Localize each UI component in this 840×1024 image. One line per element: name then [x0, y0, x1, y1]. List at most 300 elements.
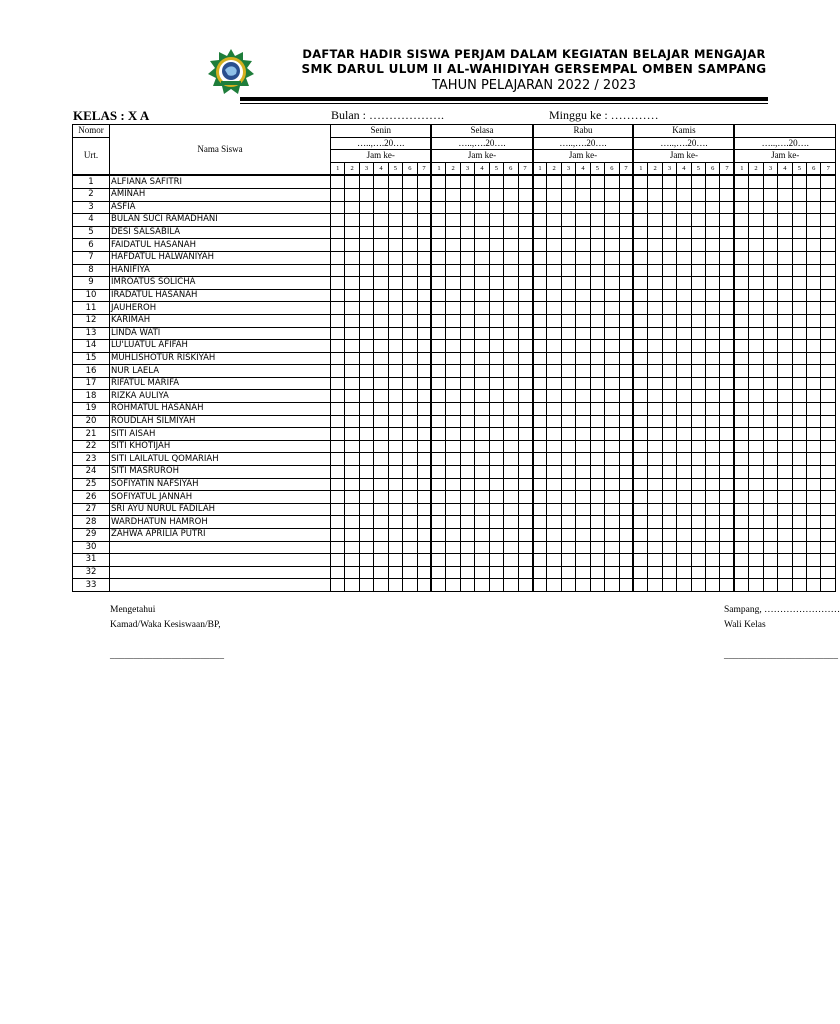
attendance-cell[interactable]: [547, 390, 561, 403]
attendance-cell[interactable]: [388, 390, 402, 403]
attendance-cell[interactable]: [533, 390, 547, 403]
attendance-cell[interactable]: [374, 428, 388, 441]
attendance-cell[interactable]: [706, 251, 720, 264]
attendance-cell[interactable]: [547, 529, 561, 542]
attendance-cell[interactable]: [475, 377, 489, 390]
attendance-cell[interactable]: [677, 428, 691, 441]
attendance-cell[interactable]: [431, 289, 445, 302]
attendance-cell[interactable]: [431, 466, 445, 479]
attendance-cell[interactable]: [590, 529, 604, 542]
attendance-cell[interactable]: [706, 453, 720, 466]
attendance-cell[interactable]: [547, 277, 561, 290]
attendance-cell[interactable]: [648, 453, 662, 466]
attendance-cell[interactable]: [778, 579, 792, 592]
attendance-cell[interactable]: [345, 201, 359, 214]
attendance-cell[interactable]: [533, 440, 547, 453]
attendance-cell[interactable]: [605, 365, 619, 378]
attendance-cell[interactable]: [763, 289, 777, 302]
attendance-cell[interactable]: [561, 264, 575, 277]
attendance-cell[interactable]: [359, 491, 373, 504]
attendance-cell[interactable]: [821, 226, 836, 239]
attendance-cell[interactable]: [561, 352, 575, 365]
attendance-cell[interactable]: [403, 491, 417, 504]
attendance-cell[interactable]: [691, 214, 705, 227]
attendance-cell[interactable]: [590, 491, 604, 504]
attendance-cell[interactable]: [792, 503, 806, 516]
attendance-cell[interactable]: [489, 390, 503, 403]
attendance-cell[interactable]: [504, 390, 518, 403]
attendance-cell[interactable]: [518, 579, 532, 592]
attendance-cell[interactable]: [706, 264, 720, 277]
attendance-cell[interactable]: [734, 390, 748, 403]
attendance-cell[interactable]: [504, 566, 518, 579]
attendance-cell[interactable]: [778, 289, 792, 302]
attendance-cell[interactable]: [720, 264, 734, 277]
attendance-cell[interactable]: [821, 579, 836, 592]
attendance-cell[interactable]: [489, 478, 503, 491]
attendance-cell[interactable]: [403, 478, 417, 491]
attendance-cell[interactable]: [590, 566, 604, 579]
attendance-cell[interactable]: [677, 365, 691, 378]
attendance-cell[interactable]: [446, 251, 460, 264]
attendance-cell[interactable]: [475, 264, 489, 277]
attendance-cell[interactable]: [446, 314, 460, 327]
attendance-cell[interactable]: [446, 277, 460, 290]
attendance-cell[interactable]: [763, 226, 777, 239]
attendance-cell[interactable]: [547, 491, 561, 504]
attendance-cell[interactable]: [619, 440, 633, 453]
attendance-cell[interactable]: [648, 340, 662, 353]
attendance-cell[interactable]: [446, 428, 460, 441]
attendance-cell[interactable]: [648, 188, 662, 201]
attendance-cell[interactable]: [561, 289, 575, 302]
attendance-cell[interactable]: [460, 239, 474, 252]
attendance-cell[interactable]: [460, 554, 474, 567]
attendance-cell[interactable]: [417, 478, 431, 491]
attendance-cell[interactable]: [821, 214, 836, 227]
attendance-cell[interactable]: [533, 352, 547, 365]
attendance-cell[interactable]: [792, 478, 806, 491]
attendance-cell[interactable]: [633, 289, 647, 302]
attendance-cell[interactable]: [648, 264, 662, 277]
attendance-cell[interactable]: [374, 478, 388, 491]
attendance-cell[interactable]: [403, 188, 417, 201]
attendance-cell[interactable]: [763, 214, 777, 227]
attendance-cell[interactable]: [561, 277, 575, 290]
attendance-cell[interactable]: [359, 365, 373, 378]
attendance-cell[interactable]: [749, 503, 763, 516]
attendance-cell[interactable]: [460, 251, 474, 264]
attendance-cell[interactable]: [331, 201, 345, 214]
attendance-cell[interactable]: [749, 390, 763, 403]
attendance-cell[interactable]: [677, 251, 691, 264]
attendance-cell[interactable]: [778, 226, 792, 239]
attendance-cell[interactable]: [475, 453, 489, 466]
attendance-cell[interactable]: [359, 239, 373, 252]
attendance-cell[interactable]: [345, 175, 359, 188]
attendance-cell[interactable]: [460, 453, 474, 466]
attendance-cell[interactable]: [518, 466, 532, 479]
attendance-cell[interactable]: [345, 440, 359, 453]
attendance-cell[interactable]: [619, 264, 633, 277]
attendance-cell[interactable]: [359, 327, 373, 340]
attendance-cell[interactable]: [460, 314, 474, 327]
attendance-cell[interactable]: [417, 289, 431, 302]
attendance-cell[interactable]: [691, 466, 705, 479]
attendance-cell[interactable]: [691, 566, 705, 579]
attendance-cell[interactable]: [533, 566, 547, 579]
attendance-cell[interactable]: [677, 579, 691, 592]
attendance-cell[interactable]: [648, 579, 662, 592]
attendance-cell[interactable]: [734, 201, 748, 214]
attendance-cell[interactable]: [504, 466, 518, 479]
attendance-cell[interactable]: [590, 516, 604, 529]
attendance-cell[interactable]: [460, 340, 474, 353]
attendance-cell[interactable]: [821, 264, 836, 277]
attendance-cell[interactable]: [345, 226, 359, 239]
attendance-cell[interactable]: [677, 226, 691, 239]
attendance-cell[interactable]: [734, 516, 748, 529]
attendance-cell[interactable]: [431, 201, 445, 214]
attendance-cell[interactable]: [734, 440, 748, 453]
attendance-cell[interactable]: [359, 226, 373, 239]
attendance-cell[interactable]: [590, 214, 604, 227]
attendance-cell[interactable]: [547, 478, 561, 491]
attendance-cell[interactable]: [489, 365, 503, 378]
attendance-cell[interactable]: [359, 440, 373, 453]
attendance-cell[interactable]: [576, 440, 590, 453]
attendance-cell[interactable]: [475, 566, 489, 579]
attendance-cell[interactable]: [691, 239, 705, 252]
attendance-cell[interactable]: [489, 529, 503, 542]
attendance-cell[interactable]: [807, 239, 821, 252]
attendance-cell[interactable]: [345, 403, 359, 416]
attendance-cell[interactable]: [417, 503, 431, 516]
attendance-cell[interactable]: [633, 478, 647, 491]
attendance-cell[interactable]: [720, 226, 734, 239]
attendance-cell[interactable]: [533, 251, 547, 264]
attendance-cell[interactable]: [359, 403, 373, 416]
attendance-cell[interactable]: [460, 214, 474, 227]
attendance-cell[interactable]: [403, 541, 417, 554]
attendance-cell[interactable]: [792, 415, 806, 428]
attendance-cell[interactable]: [691, 415, 705, 428]
attendance-cell[interactable]: [460, 478, 474, 491]
attendance-cell[interactable]: [561, 403, 575, 416]
attendance-cell[interactable]: [619, 277, 633, 290]
attendance-cell[interactable]: [576, 377, 590, 390]
attendance-cell[interactable]: [763, 554, 777, 567]
attendance-cell[interactable]: [734, 214, 748, 227]
attendance-cell[interactable]: [734, 352, 748, 365]
attendance-cell[interactable]: [475, 352, 489, 365]
attendance-cell[interactable]: [633, 541, 647, 554]
attendance-cell[interactable]: [533, 214, 547, 227]
attendance-cell[interactable]: [662, 175, 676, 188]
attendance-cell[interactable]: [547, 302, 561, 315]
attendance-cell[interactable]: [547, 226, 561, 239]
attendance-cell[interactable]: [388, 188, 402, 201]
attendance-cell[interactable]: [691, 226, 705, 239]
attendance-cell[interactable]: [749, 453, 763, 466]
attendance-cell[interactable]: [374, 453, 388, 466]
attendance-cell[interactable]: [706, 201, 720, 214]
attendance-cell[interactable]: [590, 503, 604, 516]
attendance-cell[interactable]: [792, 428, 806, 441]
attendance-cell[interactable]: [662, 352, 676, 365]
attendance-cell[interactable]: [749, 314, 763, 327]
attendance-cell[interactable]: [821, 478, 836, 491]
attendance-cell[interactable]: [504, 302, 518, 315]
attendance-cell[interactable]: [763, 566, 777, 579]
attendance-cell[interactable]: [345, 529, 359, 542]
attendance-cell[interactable]: [374, 352, 388, 365]
attendance-cell[interactable]: [388, 516, 402, 529]
attendance-cell[interactable]: [518, 201, 532, 214]
attendance-cell[interactable]: [533, 264, 547, 277]
attendance-cell[interactable]: [778, 415, 792, 428]
attendance-cell[interactable]: [475, 466, 489, 479]
attendance-cell[interactable]: [691, 327, 705, 340]
attendance-cell[interactable]: [691, 201, 705, 214]
attendance-cell[interactable]: [619, 491, 633, 504]
attendance-cell[interactable]: [446, 264, 460, 277]
attendance-cell[interactable]: [475, 390, 489, 403]
attendance-cell[interactable]: [821, 327, 836, 340]
attendance-cell[interactable]: [417, 175, 431, 188]
attendance-cell[interactable]: [619, 239, 633, 252]
attendance-cell[interactable]: [749, 365, 763, 378]
attendance-cell[interactable]: [489, 453, 503, 466]
attendance-cell[interactable]: [619, 566, 633, 579]
attendance-cell[interactable]: [547, 503, 561, 516]
attendance-cell[interactable]: [720, 302, 734, 315]
attendance-cell[interactable]: [605, 466, 619, 479]
attendance-cell[interactable]: [576, 251, 590, 264]
attendance-cell[interactable]: [677, 440, 691, 453]
attendance-cell[interactable]: [706, 239, 720, 252]
attendance-cell[interactable]: [807, 251, 821, 264]
attendance-cell[interactable]: [431, 529, 445, 542]
attendance-cell[interactable]: [504, 403, 518, 416]
attendance-cell[interactable]: [605, 516, 619, 529]
attendance-cell[interactable]: [734, 491, 748, 504]
attendance-cell[interactable]: [662, 314, 676, 327]
attendance-cell[interactable]: [504, 377, 518, 390]
attendance-cell[interactable]: [734, 503, 748, 516]
attendance-cell[interactable]: [475, 201, 489, 214]
attendance-cell[interactable]: [807, 277, 821, 290]
attendance-cell[interactable]: [691, 340, 705, 353]
attendance-cell[interactable]: [662, 466, 676, 479]
attendance-cell[interactable]: [561, 541, 575, 554]
attendance-cell[interactable]: [633, 491, 647, 504]
attendance-cell[interactable]: [446, 415, 460, 428]
attendance-cell[interactable]: [388, 541, 402, 554]
attendance-cell[interactable]: [431, 314, 445, 327]
attendance-cell[interactable]: [576, 239, 590, 252]
attendance-cell[interactable]: [590, 365, 604, 378]
attendance-cell[interactable]: [590, 554, 604, 567]
attendance-cell[interactable]: [807, 466, 821, 479]
attendance-cell[interactable]: [778, 503, 792, 516]
attendance-cell[interactable]: [388, 175, 402, 188]
attendance-cell[interactable]: [359, 529, 373, 542]
attendance-cell[interactable]: [792, 566, 806, 579]
attendance-cell[interactable]: [345, 327, 359, 340]
attendance-cell[interactable]: [734, 415, 748, 428]
attendance-cell[interactable]: [821, 314, 836, 327]
attendance-cell[interactable]: [504, 251, 518, 264]
attendance-cell[interactable]: [691, 440, 705, 453]
attendance-cell[interactable]: [706, 466, 720, 479]
attendance-cell[interactable]: [576, 201, 590, 214]
attendance-cell[interactable]: [431, 365, 445, 378]
attendance-cell[interactable]: [633, 201, 647, 214]
attendance-cell[interactable]: [821, 541, 836, 554]
attendance-cell[interactable]: [590, 352, 604, 365]
attendance-cell[interactable]: [648, 516, 662, 529]
attendance-cell[interactable]: [345, 491, 359, 504]
attendance-cell[interactable]: [403, 264, 417, 277]
attendance-cell[interactable]: [619, 478, 633, 491]
attendance-cell[interactable]: [706, 390, 720, 403]
attendance-cell[interactable]: [547, 327, 561, 340]
attendance-cell[interactable]: [374, 365, 388, 378]
attendance-cell[interactable]: [807, 390, 821, 403]
attendance-cell[interactable]: [388, 491, 402, 504]
attendance-cell[interactable]: [662, 453, 676, 466]
attendance-cell[interactable]: [662, 478, 676, 491]
attendance-cell[interactable]: [691, 428, 705, 441]
attendance-cell[interactable]: [662, 251, 676, 264]
attendance-cell[interactable]: [331, 415, 345, 428]
attendance-cell[interactable]: [792, 214, 806, 227]
attendance-cell[interactable]: [706, 491, 720, 504]
attendance-cell[interactable]: [677, 554, 691, 567]
attendance-cell[interactable]: [706, 478, 720, 491]
attendance-cell[interactable]: [821, 566, 836, 579]
attendance-cell[interactable]: [677, 277, 691, 290]
attendance-cell[interactable]: [576, 478, 590, 491]
attendance-cell[interactable]: [489, 314, 503, 327]
attendance-cell[interactable]: [778, 428, 792, 441]
attendance-cell[interactable]: [576, 264, 590, 277]
attendance-cell[interactable]: [431, 277, 445, 290]
attendance-cell[interactable]: [489, 503, 503, 516]
attendance-cell[interactable]: [763, 453, 777, 466]
attendance-cell[interactable]: [720, 188, 734, 201]
attendance-cell[interactable]: [431, 453, 445, 466]
attendance-cell[interactable]: [792, 264, 806, 277]
attendance-cell[interactable]: [821, 403, 836, 416]
attendance-cell[interactable]: [533, 340, 547, 353]
attendance-cell[interactable]: [345, 428, 359, 441]
attendance-cell[interactable]: [576, 415, 590, 428]
attendance-cell[interactable]: [403, 428, 417, 441]
attendance-cell[interactable]: [561, 239, 575, 252]
attendance-cell[interactable]: [633, 340, 647, 353]
attendance-cell[interactable]: [590, 390, 604, 403]
attendance-cell[interactable]: [778, 516, 792, 529]
attendance-cell[interactable]: [821, 440, 836, 453]
attendance-cell[interactable]: [417, 251, 431, 264]
attendance-cell[interactable]: [706, 277, 720, 290]
attendance-cell[interactable]: [504, 440, 518, 453]
attendance-cell[interactable]: [431, 403, 445, 416]
attendance-cell[interactable]: [590, 327, 604, 340]
attendance-cell[interactable]: [345, 289, 359, 302]
attendance-cell[interactable]: [475, 365, 489, 378]
attendance-cell[interactable]: [345, 277, 359, 290]
attendance-cell[interactable]: [331, 566, 345, 579]
attendance-cell[interactable]: [807, 579, 821, 592]
attendance-cell[interactable]: [417, 529, 431, 542]
attendance-cell[interactable]: [807, 403, 821, 416]
attendance-cell[interactable]: [374, 415, 388, 428]
attendance-cell[interactable]: [648, 365, 662, 378]
attendance-cell[interactable]: [619, 579, 633, 592]
attendance-cell[interactable]: [749, 214, 763, 227]
attendance-cell[interactable]: [374, 314, 388, 327]
attendance-cell[interactable]: [417, 314, 431, 327]
attendance-cell[interactable]: [633, 377, 647, 390]
attendance-cell[interactable]: [691, 529, 705, 542]
attendance-cell[interactable]: [489, 403, 503, 416]
attendance-cell[interactable]: [706, 214, 720, 227]
attendance-cell[interactable]: [403, 302, 417, 315]
attendance-cell[interactable]: [331, 516, 345, 529]
attendance-cell[interactable]: [431, 327, 445, 340]
attendance-cell[interactable]: [734, 175, 748, 188]
attendance-cell[interactable]: [619, 289, 633, 302]
attendance-cell[interactable]: [403, 175, 417, 188]
attendance-cell[interactable]: [763, 251, 777, 264]
attendance-cell[interactable]: [518, 340, 532, 353]
attendance-cell[interactable]: [734, 251, 748, 264]
attendance-cell[interactable]: [359, 466, 373, 479]
attendance-cell[interactable]: [504, 503, 518, 516]
attendance-cell[interactable]: [417, 327, 431, 340]
attendance-cell[interactable]: [691, 491, 705, 504]
attendance-cell[interactable]: [446, 302, 460, 315]
attendance-cell[interactable]: [345, 340, 359, 353]
attendance-cell[interactable]: [431, 415, 445, 428]
attendance-cell[interactable]: [619, 226, 633, 239]
attendance-cell[interactable]: [388, 327, 402, 340]
attendance-cell[interactable]: [446, 516, 460, 529]
attendance-cell[interactable]: [533, 541, 547, 554]
attendance-cell[interactable]: [633, 554, 647, 567]
attendance-cell[interactable]: [359, 390, 373, 403]
attendance-cell[interactable]: [446, 175, 460, 188]
attendance-cell[interactable]: [533, 175, 547, 188]
attendance-cell[interactable]: [331, 529, 345, 542]
attendance-cell[interactable]: [720, 415, 734, 428]
attendance-cell[interactable]: [778, 352, 792, 365]
attendance-cell[interactable]: [749, 239, 763, 252]
attendance-cell[interactable]: [533, 415, 547, 428]
attendance-cell[interactable]: [374, 390, 388, 403]
attendance-cell[interactable]: [807, 541, 821, 554]
attendance-cell[interactable]: [388, 466, 402, 479]
attendance-cell[interactable]: [749, 566, 763, 579]
attendance-cell[interactable]: [821, 277, 836, 290]
attendance-cell[interactable]: [518, 239, 532, 252]
attendance-cell[interactable]: [446, 554, 460, 567]
attendance-cell[interactable]: [331, 175, 345, 188]
attendance-cell[interactable]: [359, 340, 373, 353]
